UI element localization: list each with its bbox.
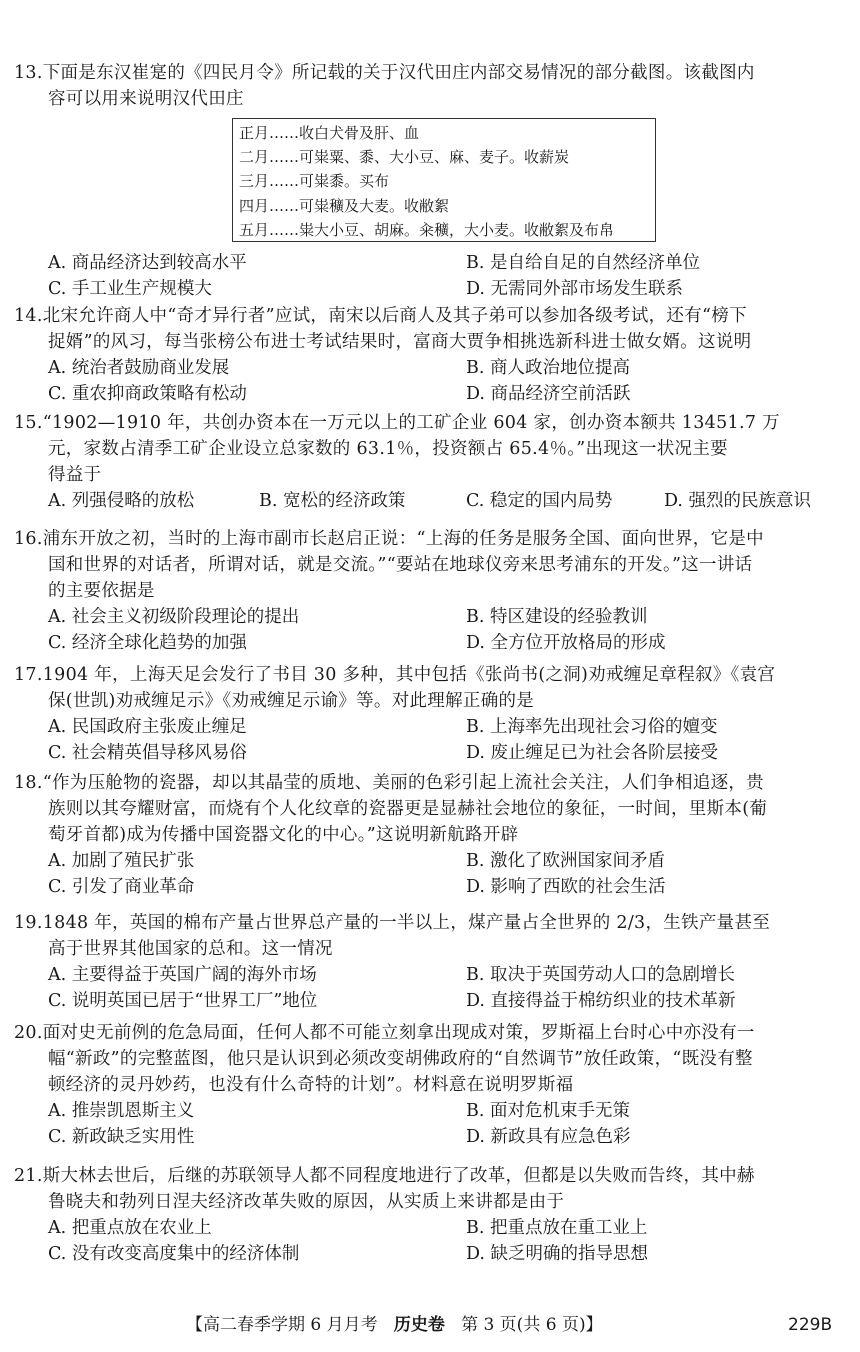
- question-stem-line: 13.下面是东汉崔寔的《四民月令》所记载的关于汉代田庄内部交易情况的部分截图。该截图内: [14, 63, 755, 83]
- question-stem-line: 14.北宋允许商人中“奇才异行者”应试，南宋以后商人及其子弟可以参加各级考试，还有“榜下: [14, 306, 747, 326]
- footer-subject: 历史卷: [393, 1315, 445, 1335]
- question-stem-line: 20.面对史无前例的危急局面，任何人都不可能立刻拿出现成对策，罗斯福上台时心中亦没有一: [14, 1023, 755, 1043]
- option-d[interactable]: D. 无需同外部市场发生联系: [466, 279, 684, 299]
- question-18: [14, 770, 842, 900]
- question-stem-line: 15.“1902—1910 年，共创办资本在一万元以上的工矿企业 604 家，创办资本额共 13451.7 万: [14, 413, 780, 433]
- excerpt-line: 二月……可粜粟、黍、大小豆、麻、麦子。收薪炭: [239, 148, 570, 167]
- question-stem-line: 顿经济的灵丹妙药，也没有什么奇特的计划”。材料意在说明罗斯福: [48, 1075, 574, 1095]
- option-b[interactable]: B. 激化了欧洲国家间矛盾: [466, 851, 665, 871]
- question-stem-line: 得益于: [48, 465, 102, 485]
- option-c[interactable]: C. 新政缺乏实用性: [48, 1127, 195, 1147]
- option-b[interactable]: B. 宽松的经济政策: [259, 491, 406, 511]
- option-d[interactable]: D. 直接得益于棉纺织业的技术革新: [466, 991, 736, 1011]
- question-stem-line: 萄牙首都)成为传播中国瓷器文化的中心。”这说明新航路开辟: [48, 825, 519, 845]
- option-b[interactable]: B. 特区建设的经验教训: [466, 607, 648, 627]
- option-c[interactable]: C. 说明英国已居于“世界工厂”地位: [48, 991, 318, 1011]
- question-stem-line: 高于世界其他国家的总和。这一情况: [48, 939, 333, 959]
- option-c[interactable]: C. 引发了商业革命: [48, 877, 195, 897]
- option-a[interactable]: A. 民国政府主张废止缠足: [48, 717, 247, 737]
- option-a[interactable]: A. 主要得益于英国广阔的海外市场: [48, 965, 317, 985]
- option-c[interactable]: C. 稳定的国内局势: [466, 491, 613, 511]
- question-stem-line: 的主要依据是: [48, 581, 155, 601]
- option-c[interactable]: C. 经济全球化趋势的加强: [48, 633, 247, 653]
- question-stem-line: 18.“作为压舱物的瓷器，却以其晶莹的质地、美丽的色彩引起上流社会关注，人们争相追逐，贵: [14, 773, 764, 793]
- question-stem-line: 容可以用来说明汉代田庄: [48, 89, 244, 109]
- option-c[interactable]: C. 社会精英倡导移风易俗: [48, 743, 247, 763]
- question-14: [14, 303, 842, 407]
- question-stem-line: 元，家数占清季工矿企业设立总家数的 63.1％，投资额占 65.4％。”出现这一状况主要: [48, 439, 728, 459]
- question-13-options: [14, 250, 842, 302]
- option-a[interactable]: A. 商品经济达到较高水平: [48, 253, 247, 273]
- question-stem-line: 族则以其夸耀财富，而烧有个人化纹章的瓷器更是显赫社会地位的象征，一时间，里斯本(葡: [48, 799, 768, 819]
- option-d[interactable]: D. 影响了西欧的社会生活: [466, 877, 666, 897]
- question-21: [14, 1163, 842, 1267]
- option-a[interactable]: A. 把重点放在农业上: [48, 1218, 212, 1238]
- page-footer: [0, 1311, 860, 1339]
- excerpt-line: 五月……粜大小豆、胡麻。籴穬，大小麦。收敝絮及布帛: [239, 220, 615, 239]
- option-a[interactable]: A. 加剧了殖民扩张: [48, 851, 195, 871]
- footer-info: [186, 1311, 603, 1339]
- option-b[interactable]: B. 面对危机束手无策: [466, 1101, 630, 1121]
- option-d[interactable]: D. 缺乏明确的指导思想: [466, 1244, 649, 1264]
- source-excerpt-box: [232, 118, 656, 242]
- option-d[interactable]: D. 商品经济空前活跃: [466, 384, 631, 404]
- question-20: [14, 1020, 842, 1150]
- question-13: [14, 60, 842, 112]
- option-d[interactable]: D. 全方位开放格局的形成: [466, 633, 666, 653]
- question-stem-line: 鲁晓夫和勃列日涅夫经济改革失败的原因，从实质上来讲都是由于: [48, 1192, 565, 1212]
- footer-page-number: 第 3 页(共 6 页)】: [461, 1315, 603, 1335]
- question-stem-line: 17.1904 年，上海天足会发行了书目 30 多种，其中包括《张尚书(之洞)劝戒缠足章程叙》《袁宫: [14, 665, 776, 685]
- question-16: [14, 526, 842, 656]
- option-b[interactable]: B. 是自给自足的自然经济单位: [466, 253, 700, 273]
- paper-code: 229B: [788, 1315, 833, 1335]
- question-stem-line: 幅“新政”的完整蓝图，他只是认识到必须改变胡佛政府的“自然调节”放任政策，“既没有整: [48, 1049, 753, 1069]
- option-a[interactable]: A. 统治者鼓励商业发展: [48, 358, 230, 378]
- option-d[interactable]: D. 废止缠足已为社会各阶层接受: [466, 743, 719, 763]
- question-17: [14, 662, 842, 766]
- option-c[interactable]: C. 重农抑商政策略有松动: [48, 384, 247, 404]
- option-c[interactable]: C. 没有改变高度集中的经济体制: [48, 1244, 300, 1264]
- option-c[interactable]: C. 手工业生产规模大: [48, 279, 212, 299]
- option-b[interactable]: B. 商人政治地位提高: [466, 358, 630, 378]
- option-b[interactable]: B. 取决于英国劳动人口的急剧增长: [466, 965, 735, 985]
- option-a[interactable]: A. 列强侵略的放松: [48, 491, 195, 511]
- question-stem-line: 捉婿”的风习，每当张榜公布进士考试结果时，富商大贾争相挑选新科进士做女婿。这说明: [48, 332, 752, 352]
- question-stem-line: 21.斯大林去世后，后继的苏联领导人都不同程度地进行了改革，但都是以失败而告终，其中赫: [14, 1166, 755, 1186]
- option-d[interactable]: D. 强烈的民族意识: [664, 491, 812, 511]
- question-stem-line: 保(世凯)劝戒缠足示》《劝戒缠足示谕》等。对此理解正确的是: [48, 691, 535, 711]
- option-a[interactable]: A. 推崇凯恩斯主义: [48, 1101, 195, 1121]
- option-b[interactable]: B. 上海率先出现社会习俗的嬗变: [466, 717, 718, 737]
- question-stem-line: 19.1848 年，英国的棉布产量占世界总产量的一半以上，煤产量占全世界的 2/3，生铁产量甚至: [14, 913, 771, 933]
- footer-exam-title: 【高二春季学期 6 月月考: [186, 1315, 378, 1335]
- excerpt-line: 三月……可粜黍。买布: [239, 172, 390, 191]
- option-d[interactable]: D. 新政具有应急色彩: [466, 1127, 631, 1147]
- question-15: [14, 410, 842, 514]
- excerpt-line: 四月……可粜穬及大麦。收敝絮: [239, 196, 450, 215]
- question-stem-line: 16.浦东开放之初，当时的上海市副市长赵启正说：“上海的任务是服务全国、面向世界，它是中: [14, 529, 764, 549]
- question-stem-line: 国和世界的对话者，所谓对话，就是交流。”“要站在地球仪旁来思考浦东的开发。”这一讲话: [48, 555, 753, 575]
- excerpt-line: 正月……收白犬骨及肝、血: [239, 124, 420, 142]
- option-a[interactable]: A. 社会主义初级阶段理论的提出: [48, 607, 300, 627]
- question-19: [14, 910, 842, 1014]
- option-b[interactable]: B. 把重点放在重工业上: [466, 1218, 648, 1238]
